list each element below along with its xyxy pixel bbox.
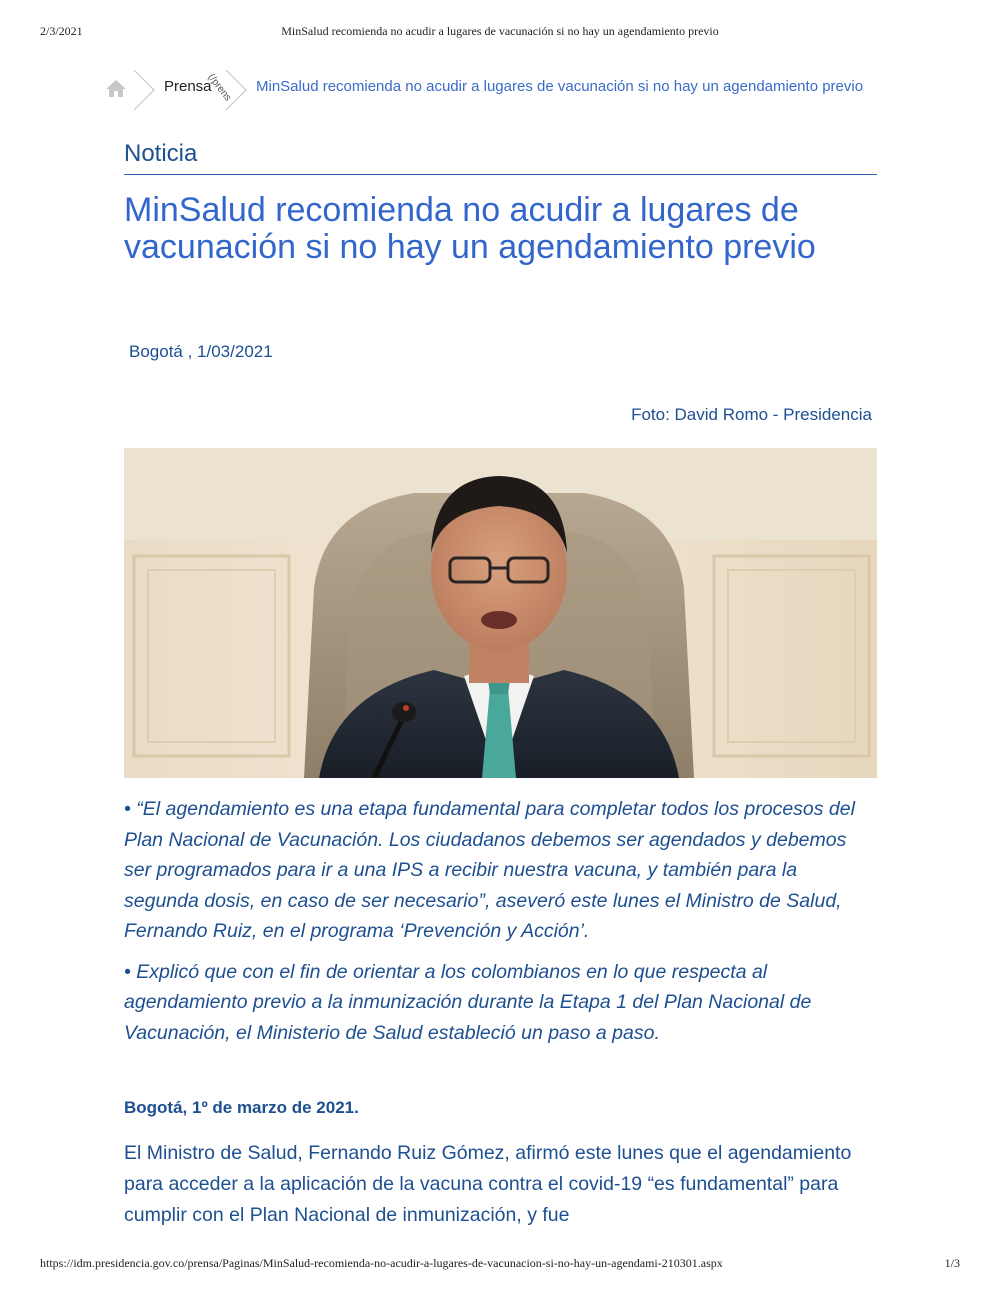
summary-bullet: • Explicó que con el fin de orientar a los colombianos en lo que respecta al agendamiento previo a la inmunización durante la Etapa 1 del Plan Nacional de Vacunación, el Ministerio de Salud estableció un paso a paso. [124, 960, 812, 1044]
print-title: MinSalud recomienda no acudir a lugares de vacunación si no hay un agendamiento previo [281, 24, 719, 38]
article-headline: MinSalud recomienda no acudir a lugares de vacunación si no hay un agendamiento previo [124, 191, 816, 266]
section-divider [124, 174, 877, 175]
print-header [40, 24, 960, 40]
breadcrumb [104, 70, 898, 110]
chevron-right-icon [132, 70, 156, 110]
breadcrumb-current-page[interactable]: MinSalud recomienda no acudir a lugares de vacunación si no hay un agendamiento previo [256, 78, 864, 95]
article-photo [124, 448, 877, 778]
home-icon[interactable] [104, 78, 128, 98]
print-footer [40, 1256, 960, 1272]
chevron-right-icon [224, 70, 248, 110]
article-dateline: Bogotá , 1/03/2021 [129, 342, 273, 361]
article-body-paragraph: El Ministro de Salud, Fernando Ruiz Gómez, afirmó este lunes que el agendamiento para acceder a la aplicación de la vacuna contra el covid-19 “es fundamental” para cumplir con el Plan Nacional de inmunización, y fue [124, 1142, 852, 1226]
photo-credit: Foto: David Romo - Presidencia [631, 405, 872, 424]
breadcrumb-prensa-overflow: (/prens [205, 72, 234, 104]
article-lead-date: Bogotá, 1º de marzo de 2021. [124, 1098, 359, 1117]
page-number: 1/3 [944, 1256, 960, 1270]
section-label: Noticia [124, 140, 198, 167]
breadcrumb-prensa-link[interactable]: Prensa [164, 78, 212, 95]
article-summary [124, 794, 874, 1058]
summary-bullet: • “El agendamiento es una etapa fundamental para completar todos los procesos del Plan Nacional de Vacunación. Los ciudadanos debemos ser agendados y debemos ser programados para ir a una IPS a recibir nuestra vacuna, y también para la segunda dosis, en caso de ser necesario”, aseveró este lunes el Ministro de Salud, Fernando Ruiz, en el programa ‘Prevención y Acción’. [124, 798, 855, 942]
print-url: https://idm.presidencia.gov.co/prensa/Paginas/MinSalud-recomienda-no-acudir-a-lugares-de-vacunacion-si-no-hay-un-agendami-210301.aspx [40, 1256, 723, 1270]
print-date: 2/3/2021 [40, 24, 83, 38]
